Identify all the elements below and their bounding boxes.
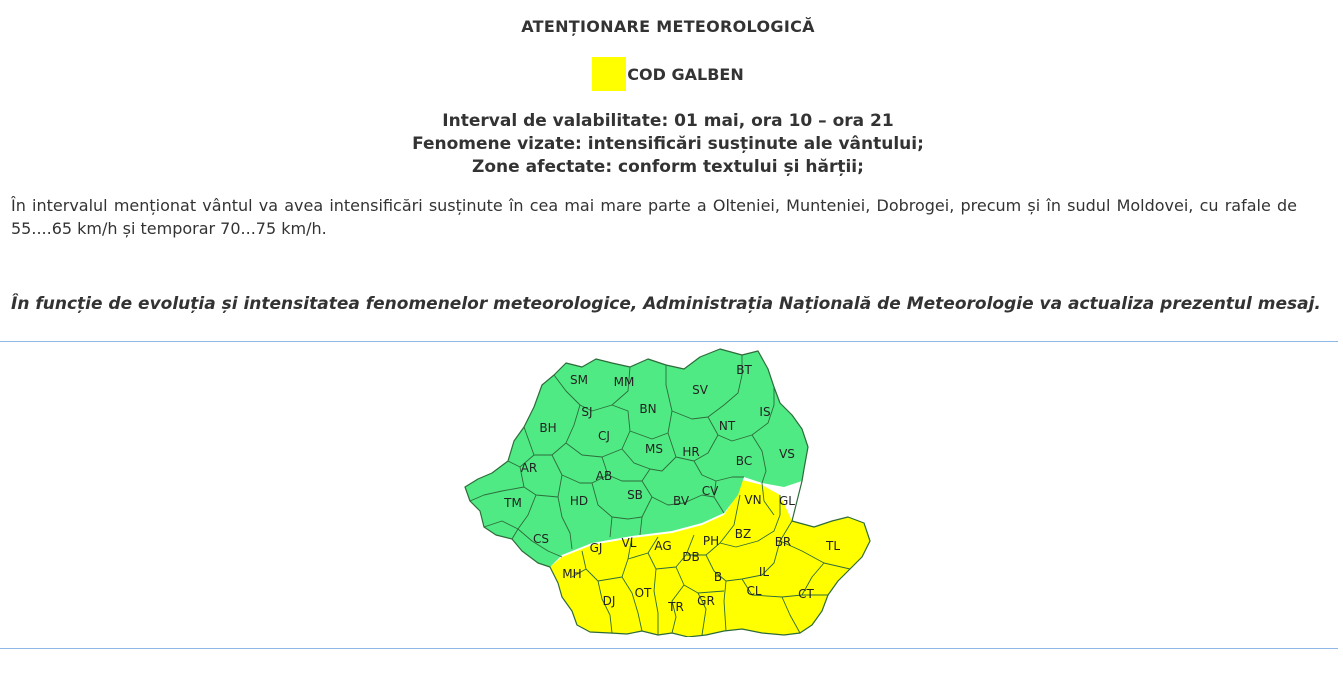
county-label-tm: TM (504, 496, 522, 510)
county-label-sv: SV (692, 383, 708, 397)
county-label-hd: HD (569, 494, 589, 508)
county-label-vn: VN (744, 493, 762, 507)
validity-interval: Interval de valabilitate: 01 mai, ora 10 – ora 21 (442, 111, 894, 131)
county-label-cs: CS (533, 532, 549, 546)
county-label-il: IL (758, 565, 770, 579)
county-label-tl: TL (825, 539, 841, 553)
county-label-bt: BT (736, 363, 752, 377)
county-label-nt: NT (718, 419, 736, 433)
warning-title: ATENȚIONARE METEOROLOGICĂ (521, 17, 815, 36)
code-row (0, 56, 1336, 92)
county-label-gl: GL (779, 494, 795, 508)
validity-block (0, 110, 1336, 179)
divider-bottom (0, 648, 1338, 649)
county-label-ar: AR (520, 461, 538, 475)
county-label-gj: GJ (589, 541, 603, 555)
validity-phenomena: Fenomene vizate: intensificări susținute ale vântului; (412, 134, 924, 154)
county-label-gr: GR (697, 594, 715, 608)
validity-zones: Zone afectate: conform textului și hărții; (472, 157, 864, 177)
warning-body-text: În intervalul menționat vântul va avea intensificări susținute în cea mai mare parte a Olteniei, Munteniei, Dobrogei, precum și în sudul Moldovei, cu rafale de 55....65 km/h și temporar 70...75 km/h. (11, 196, 1297, 238)
romania-warning-map (462, 345, 874, 637)
yellow-code-swatch (592, 57, 626, 91)
county-label-ot: OT (634, 586, 652, 600)
county-label-vl: VL (621, 536, 637, 550)
county-label-ct: CT (798, 587, 814, 601)
county-label-ph: PH (702, 534, 720, 548)
county-label-db: DB (682, 550, 700, 564)
county-label-tr: TR (668, 600, 684, 614)
county-label-cl: CL (746, 584, 762, 598)
county-label-ag: AG (654, 539, 672, 553)
county-label-cj: CJ (598, 429, 610, 443)
county-label-b: B (713, 570, 723, 584)
county-label-vs: VS (779, 447, 795, 461)
county-label-br: BR (774, 535, 792, 549)
county-label-hr: HR (682, 445, 700, 459)
county-label-bz: BZ (734, 527, 752, 541)
county-label-sm: SM (570, 373, 588, 387)
county-label-mh: MH (562, 567, 582, 581)
county-label-bv: BV (672, 494, 690, 508)
county-label-bc: BC (735, 454, 753, 468)
county-label-sb: SB (627, 488, 643, 502)
county-label-is: IS (759, 405, 771, 419)
county-label-bn: BN (639, 402, 657, 416)
county-label-cv: CV (701, 484, 719, 498)
county-label-bh: BH (539, 421, 557, 435)
divider-top (0, 341, 1338, 342)
county-label-ms: MS (645, 442, 663, 456)
county-label-ab: AB (595, 469, 613, 483)
county-label-mm: MM (613, 375, 635, 389)
code-label: COD GALBEN (627, 64, 744, 84)
county-label-sj: SJ (581, 405, 593, 419)
update-notice: În funcție de evoluția și intensitatea fenomenelor meteorologice, Administrația Națională de Meteorologie va actualiza prezentul mesaj. (11, 294, 1321, 314)
county-label-dj: DJ (602, 594, 616, 608)
